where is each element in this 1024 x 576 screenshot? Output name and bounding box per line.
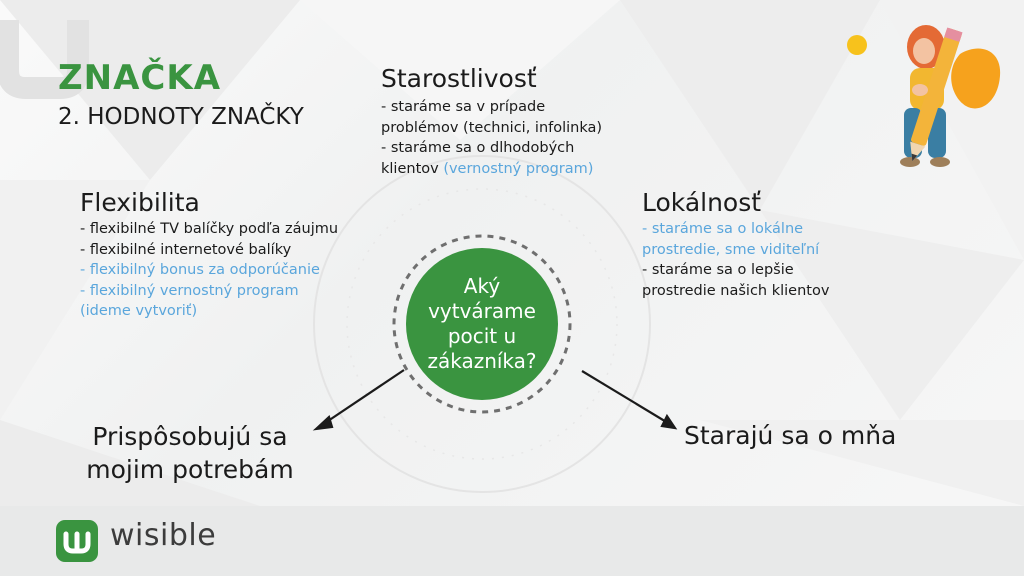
pencil-girl-illustration [840, 14, 1020, 174]
outcome-left-line1: Prispôsobujú sa [92, 422, 288, 451]
list-item [381, 159, 602, 180]
arrow-left [316, 370, 404, 429]
list-item: - flexibilný bonus za odporúčanie [80, 262, 320, 278]
list-item: - staráme sa o lepšie [642, 262, 794, 278]
outcome-left [55, 420, 325, 486]
value-flexibility-title: Flexibilita [80, 188, 200, 217]
list-item: - staráme sa o lokálne [642, 221, 804, 237]
yellow-dot-icon [847, 35, 867, 55]
value-flexibility-list [80, 219, 338, 322]
list-item: - flexibilné TV balíčky podľa záujmu [80, 221, 339, 237]
list-item: - staráme sa v prípade [381, 99, 546, 115]
orange-blob-icon [951, 49, 1000, 109]
value-locality [642, 188, 829, 316]
center-question-text: Aký vytvárame pocit u zákazníka? [427, 274, 537, 373]
value-care-title: Starostlivosť [381, 64, 537, 93]
value-locality-list [642, 219, 829, 301]
brand-name: wisible [110, 518, 217, 553]
page-title: ZNAČKA [58, 58, 222, 98]
outcome-right: Starajú sa o mňa [684, 421, 897, 450]
center-question-circle [406, 248, 558, 400]
value-care-list [381, 97, 602, 179]
arrow-right [582, 371, 675, 428]
outcome-left-line2: mojim potrebám [86, 455, 294, 484]
list-item: (ideme vytvoriť) [80, 303, 198, 319]
value-flexibility [80, 188, 338, 336]
value-locality-title: Lokálnosť [642, 188, 762, 217]
list-item: problémov (technici, infolinka) [381, 119, 603, 136]
list-item: - staráme sa o dlhodobých [381, 140, 575, 156]
highlight-text: (vernostný program) [443, 160, 594, 177]
list-item: - flexibilné internetové balíky [80, 241, 292, 258]
wisible-logo-icon [56, 520, 98, 562]
list-item: prostredie, sme viditeľní [642, 241, 820, 258]
list-item: prostredie našich klientov [642, 282, 830, 299]
value-care [381, 64, 602, 194]
page-subtitle: 2. HODNOTY ZNAČKY [58, 104, 304, 130]
list-item: - flexibilný vernostný program [80, 282, 299, 299]
list-item-text: klientov [381, 160, 444, 177]
